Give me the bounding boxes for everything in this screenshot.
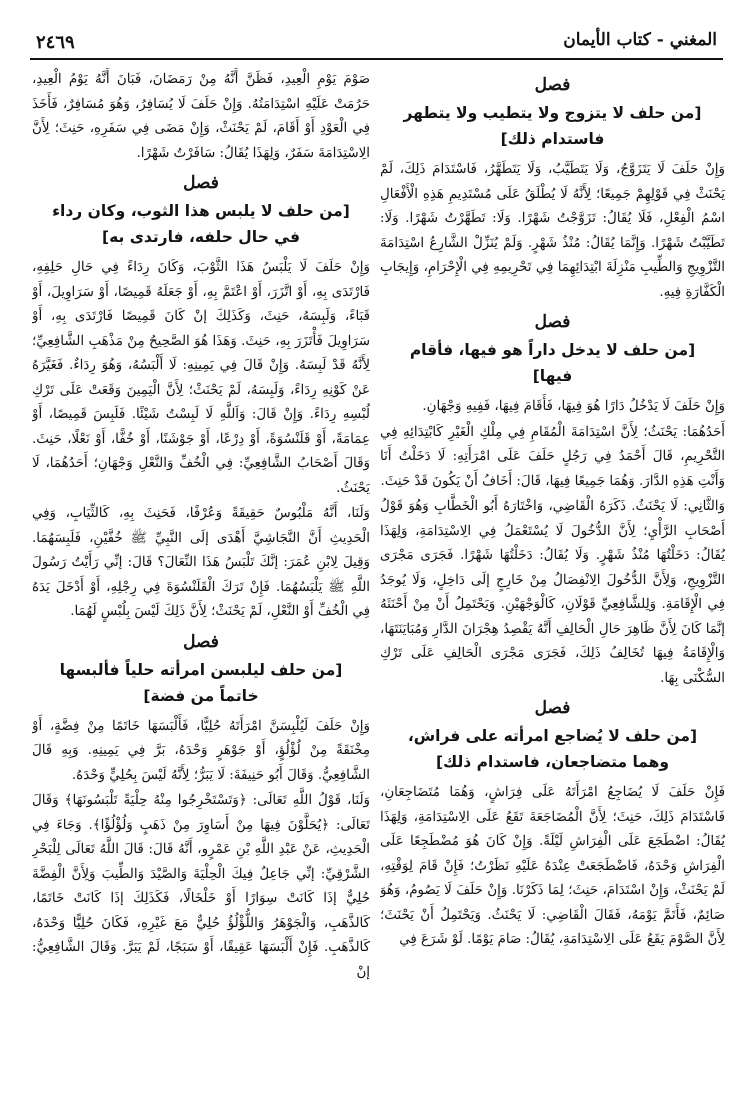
- chapter-title: [من حلف لا يلبس هذا الثوب، وكان رداء في حال حلفه، فارتدى به]: [52, 202, 350, 246]
- chapter-title: [من حلف لا يدخل داراً هو فيها، فأقام فيها]: [409, 341, 696, 385]
- chapter-title: [من حلف لا يُضاجع امرأته على فراش، وهما متضاجعان، فاستدام ذلك]: [407, 727, 698, 771]
- right-column: [380, 68, 725, 1080]
- paragraph: صَوْمَ يَوْمِ الْعِيدِ، فَظَنَّ أَنَّهُ مِنْ رَمَضَانَ، فَبَانَ أَنَّهُ يَوْمُ الْعِيدِ، حَرُمَتْ عَلَيْهِ اسْتِدَامَتُهُ. وَإِنْ حَلَفَ لَا يُسَافِرُ، وَهُوَ مُسَافِرٌ، فَأَخَذَ فِي الْعَوْدِ أَوْ أَقَامَ، لَمْ يَحْنَثْ، وَإِنْ مَضَى فِي سَفَرِهِ، حَنِثَ؛ لِأَنَّ الِاسْتِدَامَةَ سَفَرٌ، وَلِهَذَا يُقَالُ: سَافَرْتُ شَهْرًا.: [32, 72, 370, 161]
- page-header: [30, 14, 723, 60]
- section-heading-fasl: فصل: [183, 631, 219, 652]
- chapter-title: [من حلف ليلبسن امرأته حلياً فألبسها خاتماً من فضة]: [59, 660, 343, 705]
- left-column: [32, 68, 370, 1080]
- section-heading-fasl: فصل: [534, 312, 571, 332]
- paragraph: وَإِنْ حَلَفَ لَا يَتَزَوَّجُ، وَلَا يَتَطَيَّبُ، وَلَا يَتَطَهَّرُ، فَاسْتَدَامَ ذَلِكَ، لَمْ يَحْنَثْ فِي قَوْلِهِمْ جَمِيعًا؛ لِأَنَّهُ لَا يُطْلَقُ عَلَى مُسْتَدِيمِ هَذِهِ الْأَفْعَالِ اسْمُ الْفِعْلِ، فَلَا يُقَالُ: تَزَوَّجْتُ شَهْرًا. وَلَا: تَطَهَّرْتُ شَهْرًا. وَلَا: تَطَيَّبْتُ شَهْرًا. وَإِنَّمَا يُقَالُ: مُنْذُ شَهْرٍ. وَلَمْ يُنَزِّلْ الشَّارِعُ اسْتِدَامَةَ التَّزْوِيجِ وَالطِّيبِ مَنْزِلَةَ ابْتِدَائِهِمَا فِي تَحْرِيمِهِ فِي الْإِحْرَامِ، وَإِيجَابِ الْكَفَّارَةِ فِيهِ.: [380, 162, 725, 300]
- paragraph: وَلَنَا، قَوْلُ اللَّهِ تَعَالَى: ﴿وَتَسْتَخْرِجُوا مِنْهُ حِلْيَةً تَلْبَسُونَهَا﴾ وَقَالَ تَعَالَى: ﴿يُحَلَّوْنَ فِيهَا مِنْ أَسَاوِرَ مِنْ ذَهَبٍ وَلُؤْلُؤًا﴾. وَجَاءَ فِي الْحَدِيثِ، عَنْ عَبْدِ اللَّهِ بْنِ عَمْرٍو، أَنَّهُ قَالَ: قَالَ اللَّهُ تَعَالَى لِلْبَحْرِ الشَّرْقِيِّ: إنِّي جَاعِلٌ فِيكَ الْحِلْيَةَ وَالصَّيْدَ وَالطِّيبَ وَلِأَنَّ الْفِضَّةَ حُلِيٌّ إذَا كَانَتْ سِوَارًا أَوْ خَلْخَالًا، فَكَذَلِكَ إذَا كَانَتْ خَاتَمًا، كَالذَّهَبِ، وَالْجَوْهَرُ وَاللُّؤْلُؤُ حُلِيٌّ مَعَ غَيْرِهِ، فَكَانَ حُلِيًّا وَحْدَهُ، كَالذَّهَبِ. فَإِنْ أَلْبَسَهَا عَقِيقًا، أَوْ سَبَجًا، لَمْ يَبَرَّ. وَقَالَ الشَّافِعِيُّ: إنْ: [32, 793, 370, 980]
- running-title: المغني - كتاب الأيمان: [563, 30, 717, 50]
- paragraph: وَلَنَا، أَنَّهُ مَلْبُوسٌ حَقِيقَةً وَعُرْفًا، فَحَنِثَ بِهِ، كَالثِّيَابِ، وَفِي الْحَدِيثِ أَنَّ النَّجَاشِيَّ أَهْدَى إلَى النَّبِيِّ ﷺ خُفَّيْنِ، فَلَبِسَهُمَا. وَقِيلَ لِابْنِ عُمَرَ: إنَّكَ تَلْبَسُ هَذَا النِّعَالَ؟ قَالَ: إنِّي رَأَيْتُ رَسُولَ اللَّهِ ﷺ يَلْبَسُهُمَا. فَإِنْ تَرَكَ الْقَلَنْسُوَةَ فِي رِجْلِهِ، أَوْ أَدْخَلَ يَدَهُ فِي الْخُفِّ أَوْ النَّعْلِ، لَمْ يَحْنَثْ؛ لِأَنَّ ذَلِكَ لَيْسَ بِلُبْسٍ لَهُمَا.: [32, 506, 370, 619]
- paragraph: وَالثَّانِي: لَا يَحْنَثُ. ذَكَرَهُ الْقَاضِي، وَاخْتَارَهُ أَبُو الْخَطَّابِ وَهُوَ قَوْلُ أَصْحَابِ الرَّأْيِ؛ لِأَنَّ الدُّخُولَ لَا يُسْتَعْمَلُ فِي الِاسْتِدَامَةِ، وَلِهَذَا يُقَالُ: دَخَلْتُهَا مُنْذُ شَهْرٍ. وَلَا يُقَالُ: دَخَلْتُهَا شَهْرًا. فَجَرَى مَجْرَى التَّزْوِيجِ، وَلِأَنَّ الدُّخُولَ الِانْفِصَالُ مِنْ خَارِجٍ إلَى دَاخِلٍ، وَلَا يُوجَدُ فِي الْإِقَامَةِ. وَلِلشَّافِعِيِّ قَوْلَانِ، كَالْوَجْهَيْنِ. وَيَحْتَمِلُ أَنْ مِنْ أَحْنَثَهُ إنَّمَا كَانَ لِأَنَّ ظَاهِرَ حَالِ الْحَالِفِ أَنَّهُ يَقْصِدُ هِجْرَانَ الدَّارِ وَمُبَايَنَتَهَا، وَالْإِقَامَةُ فِيهَا تُخَالِفُ ذَلِكَ، فَجَرَى مَجْرَى الْحَالِفِ عَلَى تَرْكِ السُّكْنَى بِهَا.: [380, 499, 725, 686]
- page-number: ٢٤٦٩: [36, 32, 75, 53]
- paragraph: وَإِنْ حَلَفَ لَا يَدْخُلُ دَارًا هُوَ فِيهَا، فَأَقَامَ فِيهَا، فَفِيهِ وَجْهَانِ.: [422, 399, 725, 414]
- paragraph: وَإِنْ حَلَفَ لَا يَلْبَسُ هَذَا الثَّوْبَ، وَكَانَ رِدَاءً فِي حَالِ حَلِفِهِ، فَارْتَدَى بِهِ، أَوْ اتَّزَرَ، أَوْ اعْتَمَّ بِهِ، أَوْ جَعَلَهُ قَمِيصًا، أَوْ سَرَاوِيلَ، أَوْ قَبَاءً، وَلَبِسَهُ، حَنِثَ، وَكَذَلِكَ إنْ كَانَ قَمِيصًا فَارْتَدَى بِهِ، أَوْ سَرَاوِيلَ فَأْتَزَرَ بِهِ، حَنِثَ. وَهَذَا هُوَ الصَّحِيحُ مِنْ مَذْهَبِ الشَّافِعِيِّ؛ لِأَنَّهُ قَدْ لَبِسَهُ. وَإِنْ قَالَ فِي يَمِينِهِ: لَا أَلْبَسُهُ، وَهُوَ رِدَاءٌ. فَغَيَّرَهُ عَنْ كَوْنِهِ رِدَاءً، وَلَبِسَهُ، لَمْ يَحْنَثْ؛ لِأَنَّ الْيَمِينَ وَقَعَتْ عَلَى تَرْكِ لُبْسِهِ رِدَاءً. وَإِنْ قَالَ: وَاَللَّهِ لَا لَبِسْتُ شَيْئًا. فَلَبِسَ قَمِيصًا، أَوْ عِمَامَةً، أَوْ قَلَنْسُوَةً، أَوْ دِرْعًا، أَوْ جَوْشَنًا، أَوْ خُفًّا، أَوْ نَعْلًا، حَنِثَ. وَقَالَ أَصْحَابُ الشَّافِعِيِّ: فِي الْخُفِّ وَالنَّعْلِ وَجْهَانِ؛ أَحَدُهُمَا، لَا يَحْنَثُ.: [32, 260, 370, 496]
- section-heading-fasl: فصل: [534, 698, 571, 718]
- paragraph: فَإِنْ حَلَفَ لَا يُضَاجِعُ امْرَأَتَهُ عَلَى فِرَاشٍ، وَهُمَا مُتَضَاجِعَانِ، فَاسْتَدَامَ ذَلِكَ، حَنِثَ؛ لِأَنَّ الْمُضَاجَعَةَ تَقَعُ عَلَى الِاسْتِدَامَةِ، وَلِهَذَا يُقَالُ: اضْطَجَعَ عَلَى الْفِرَاشِ لَيْلَةً. وَإِنْ كَانَ هُوَ مُضْطَجِعًا عَلَى الْفِرَاشِ وَحْدَهُ، فَاضْطَجَعَتْ عِنْدَهُ عَلَيْهِ نَظَرْتُ؛ فَإِنْ قَامَ لِوَقْتِهِ، لَمْ يَحْنَثْ، وَإِنْ اسْتَدَامَ، حَنِثَ؛ لِمَا ذَكَرْنَا. وَإِنْ حَلَفَ لَا يَصُومُ، وَهُوَ صَائِمٌ، فَأَتَمَّ يَوْمَهُ، فَقَالَ الْقَاضِي: لَا يَحْنَثُ. وَيَحْتَمِلُ أَنْ يَحْنَثَ؛ لِأَنَّ الصَّوْمَ يَقَعُ عَلَى الِاسْتِدَامَةِ، يُقَالُ: صَامَ يَوْمًا. لَوْ شَرَعَ فِي: [380, 785, 725, 947]
- chapter-title: [من حلف لا يتزوج ولا يتطيب ولا يتطهر فاستدام ذلك]: [403, 104, 702, 148]
- paragraph: أَحَدُهُمَا: يَحْنَثُ؛ لِأَنَّ اسْتِدَامَةَ الْمُقَامِ فِي مِلْكِ الْغَيْرِ كَابْتِدَائِهِ فِي التَّحْرِيمِ، قَالَ أَحْمَدُ فِي رَجُلٍ حَلَفَ عَلَى امْرَأَتِهِ: لَا دَخَلْتُ أَنَا وَأَنْتِ هَذِهِ الدَّارَ. وَهُمَا جَمِيعًا فِيهَا، قَالَ: أَخَافُ أَنْ يَكُونَ قَدْ حَنِثَ.: [380, 424, 725, 489]
- section-heading-fasl: فصل: [534, 75, 571, 95]
- section-heading-fasl: فصل: [183, 173, 219, 193]
- paragraph: وَإِنْ حَلَفَ لَيُلْبِسَنَّ امْرَأَتَهُ حُلِيًّا، فَأَلْبَسَهَا خَاتَمًا مِنْ فِضَّةٍ، أَوْ مِخْنَقَةً مِنْ لُؤْلُؤٍ، أَوْ جَوْهَرٍ وَحْدَهُ، بَرَّ فِي يَمِينِهِ. وَبِهِ قَالَ الشَّافِعِيُّ. وَقَالَ أَبُو حَنِيفَةَ: لَا يَبَرُّ؛ لِأَنَّهُ لَيْسَ بِحُلِيٍّ وَحْدَهُ.: [32, 718, 370, 783]
